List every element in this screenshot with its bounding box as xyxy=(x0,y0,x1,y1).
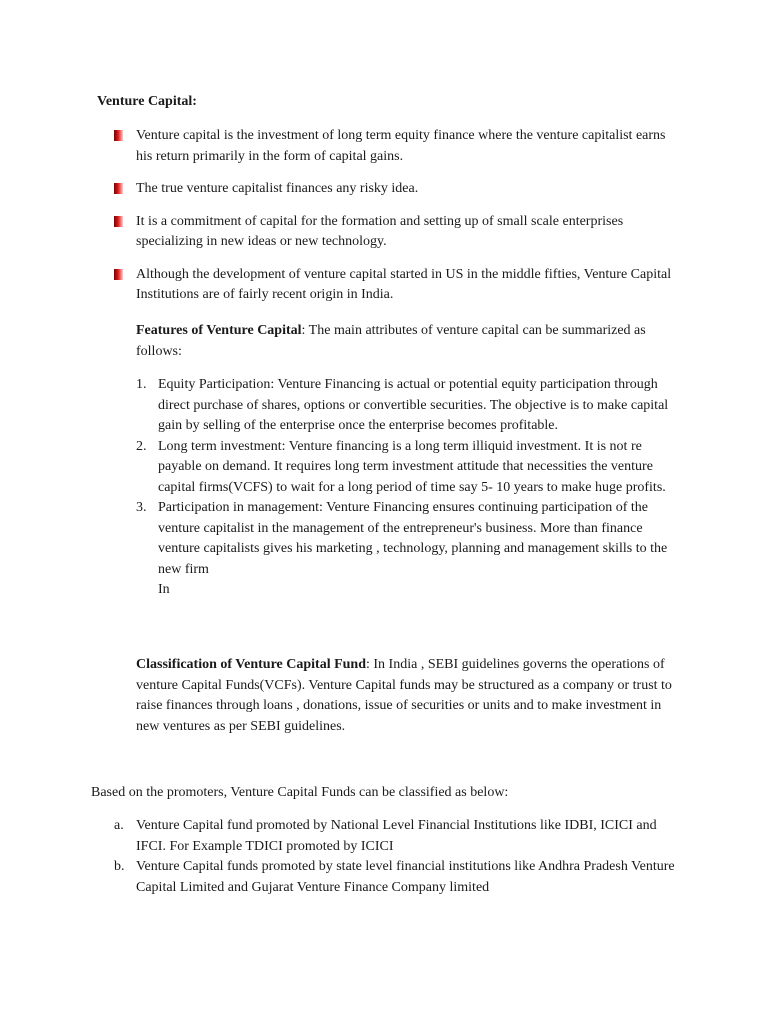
list-item xyxy=(114,857,684,898)
list-number: 3. xyxy=(136,500,147,515)
list-item xyxy=(136,498,681,580)
list-item xyxy=(136,437,681,499)
list-letter: b. xyxy=(114,859,125,874)
list-item xyxy=(114,126,684,167)
numbered-list xyxy=(136,375,681,601)
bullet-text: The true venture capitalist finances any risky idea. xyxy=(136,181,419,196)
list-item-text: Venture Capital funds promoted by state level financial institutions like Andhra Pradesh Venture Capital Limited and Gujarat Venture Finance Company limited xyxy=(136,859,675,895)
lettered-list xyxy=(114,816,684,898)
classification-text: : In India , SEBI guidelines governs the operations of venture Capital Funds(VCFs). Venture Capital funds may be structured as a company or trust to raise finances through loans , donations, issue of securities or units and to make investment in new ventures as per SEBI guidelines. xyxy=(136,657,672,734)
classification-title: Classification of Venture Capital Fund xyxy=(136,657,366,672)
bullet-list xyxy=(114,126,684,318)
based-on-paragraph: Based on the promoters, Venture Capital Funds can be classified as below: xyxy=(91,785,509,800)
classification-paragraph xyxy=(136,655,681,737)
list-letter: a. xyxy=(114,818,124,833)
red-square-bullet-icon xyxy=(114,216,123,227)
list-item xyxy=(114,265,684,306)
list-number: 2. xyxy=(136,438,147,454)
list-item-text: Equity Participation: Venture Financing is actual or potential equity participation through direct purchase of shares, options or convertible securities. The objective is to make capital gain by selling of the enterprise once the enterprise becomes profitable. xyxy=(158,377,669,433)
red-square-bullet-icon xyxy=(114,269,123,280)
bullet-text: Venture capital is the investment of long term equity finance where the venture capitalist earns his return primarily in the form of capital gains. xyxy=(136,128,666,164)
list-item-text: Long term investment: Venture financing is a long term illiquid investment. It is not re payable on demand. It requires long term investment attitude that necessities the venture capital firms(VCFS) to wait for a long period of time say 5- 10 years to make huge profits. xyxy=(158,438,666,495)
features-title: Features of Venture Capital xyxy=(136,323,302,338)
red-square-bullet-icon xyxy=(114,130,123,141)
list-number: 1. xyxy=(136,377,147,392)
list-item-text: Participation in management: Venture Financing ensures continuing participation of the venture capitalist in the management of the entrepreneur's business. More than finance venture capitalists gives his marketing , technology, planning and management skills to the new firm xyxy=(158,500,668,577)
list-tail-text: In xyxy=(158,582,170,597)
section-heading: Venture Capital: xyxy=(97,94,197,109)
list-item xyxy=(114,816,684,857)
bullet-text: It is a commitment of capital for the formation and setting up of small scale enterprises specializing in new ideas or new technology. xyxy=(136,213,624,249)
red-square-bullet-icon xyxy=(114,183,123,194)
list-item xyxy=(114,212,684,253)
bullet-text: Although the development of venture capital started in US in the middle fifties, Venture Capital Institutions are of fairly recent origin in India. xyxy=(136,266,672,302)
features-paragraph xyxy=(136,321,681,362)
list-tail xyxy=(136,580,681,601)
features-text: : The main attributes of venture capital can be summarized as follows: xyxy=(136,323,646,359)
list-item-text: Venture Capital fund promoted by National Level Financial Institutions like IDBI, ICICI and IFCI. For Example TDICI promoted by ICICI xyxy=(136,818,657,854)
list-item xyxy=(136,375,681,437)
list-item xyxy=(114,179,684,200)
